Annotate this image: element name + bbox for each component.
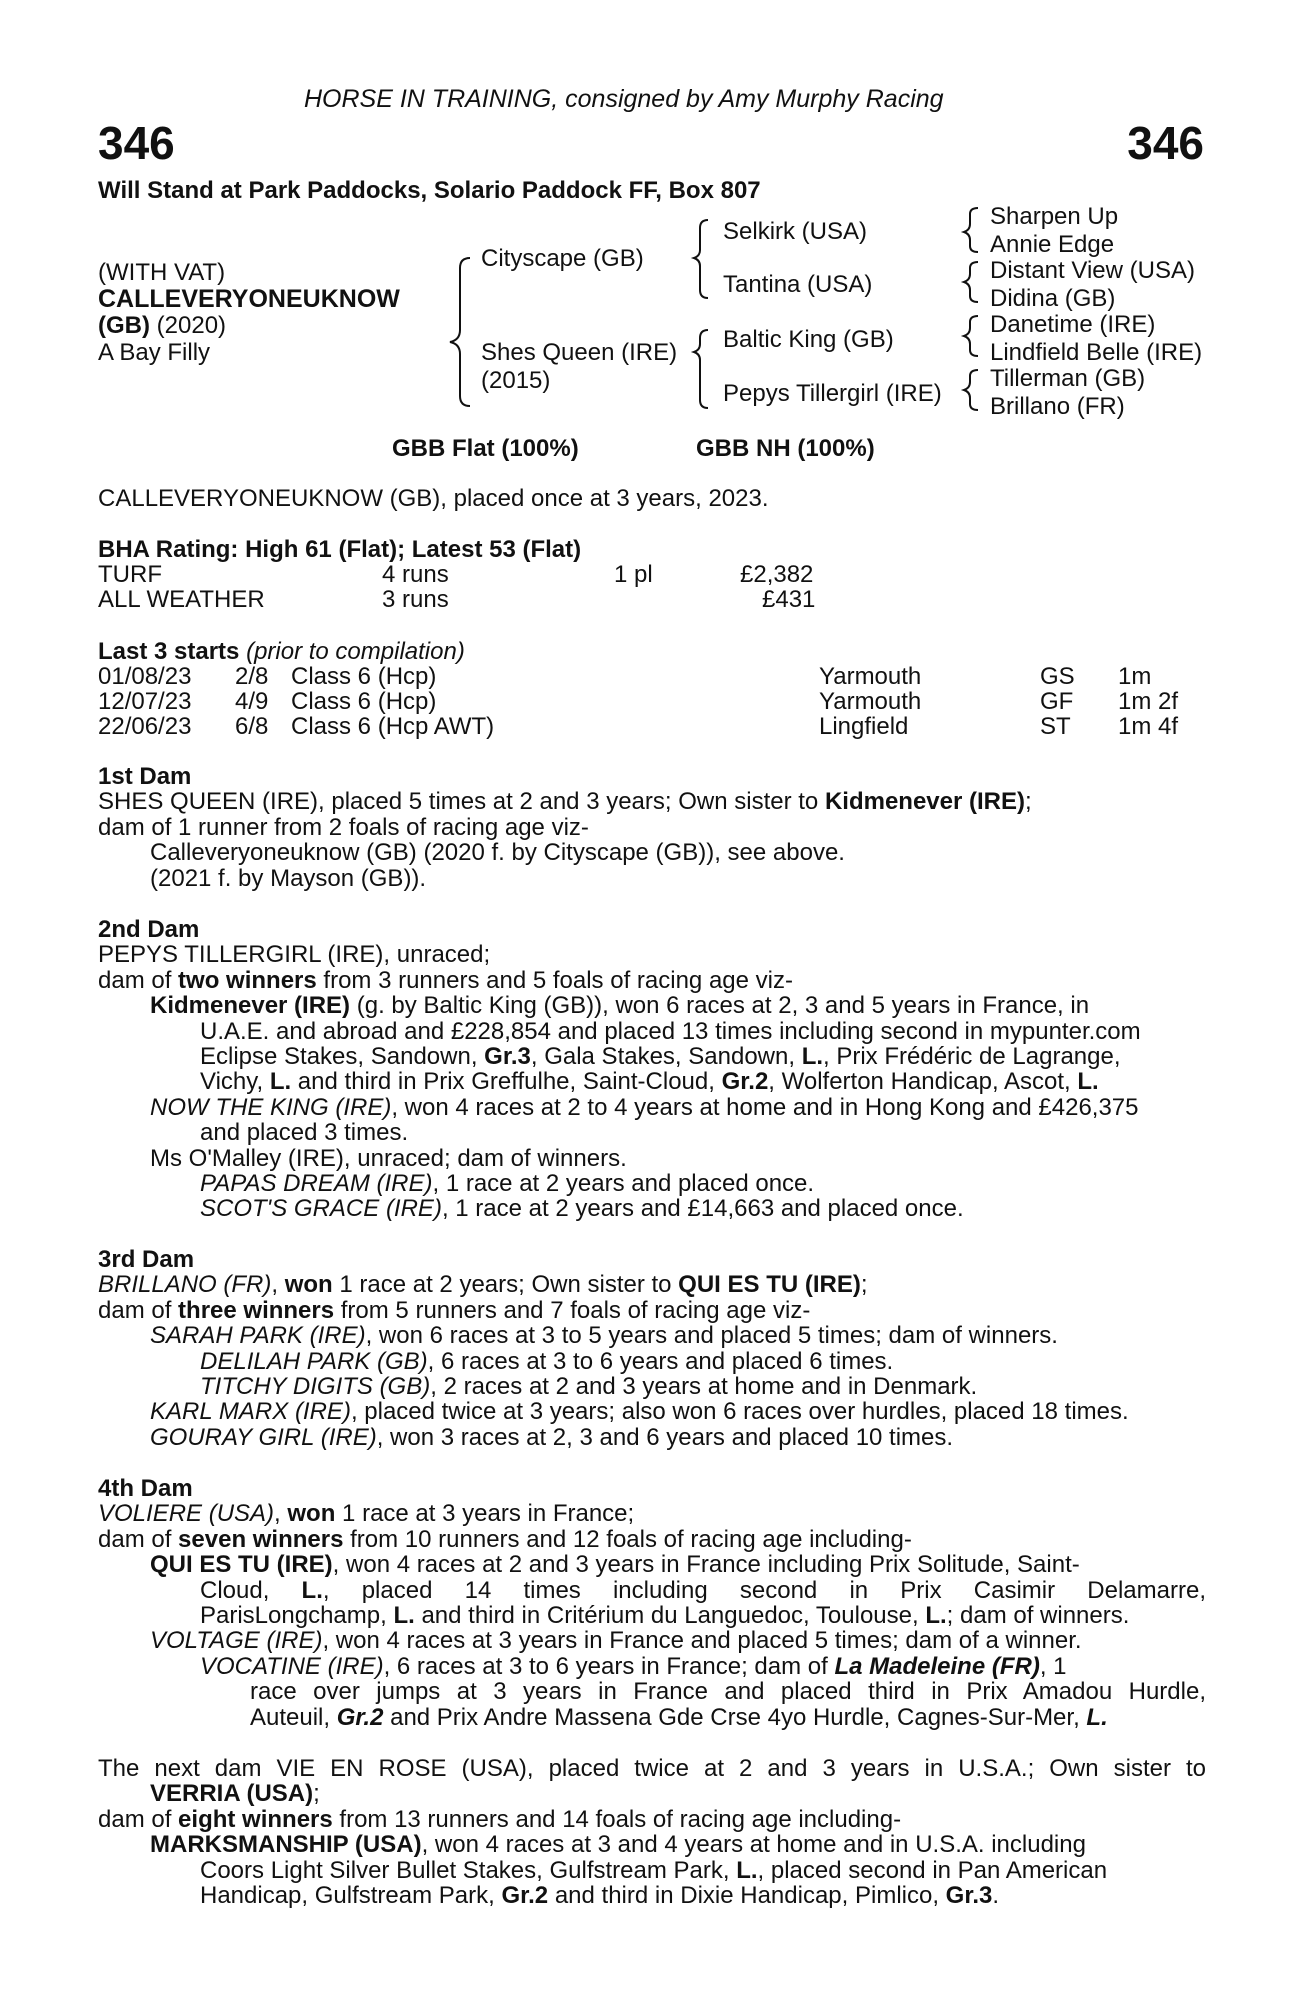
produce-entry-cont: Eclipse Stakes, Sandown, Gr.3, Gala Stakes, Sandown, L., Prix Frédéric de Lagrange, — [200, 1043, 1121, 1071]
pedigree-dam-sire: Baltic King (GB) — [723, 326, 894, 353]
produce-entry-cont: and placed 3 times. — [200, 1119, 409, 1147]
start-distance: 1m — [1118, 663, 1152, 690]
last-starts-heading — [98, 639, 465, 665]
produce-entry: VOLTAGE (IRE), won 4 races at 3 years in France and placed 5 times; dam of a winner. — [150, 1627, 1082, 1655]
produce-entry-cont: Coors Light Silver Bullet Stakes, Gulfstream Park, L., placed second in Pan American — [200, 1856, 1108, 1884]
start-race: Class 6 (Hcp) — [291, 663, 437, 690]
second-dam-line: PEPYS TILLERGIRL (IRE), unraced; — [98, 941, 491, 969]
next-dam-sister: VERRIA (USA); — [150, 1780, 320, 1808]
fourth-dam-produce-intro: dam of seven winners from 10 runners and 12 foals of racing age including- — [98, 1525, 912, 1553]
pedigree-dam-year: (2015) — [481, 367, 551, 394]
consignor-line: HORSE IN TRAINING, consigned by Amy Murphy Racing — [304, 85, 944, 113]
third-dam-section — [98, 1247, 1129, 1450]
first-dam-produce-intro: dam of 1 runner from 2 foals of racing age viz- — [98, 813, 589, 841]
pedigree-dam: Shes Queen (IRE) — [481, 339, 678, 366]
produce-entry-cont: race over jumps at 3 years in France and placed third in Prix Amadou Hurdle, — [250, 1678, 1206, 1706]
start-course: Lingfield — [819, 713, 909, 740]
pedigree-sire-dam: Tantina (USA) — [723, 271, 873, 298]
race-summary: CALLEVERYONEUKNOW (GB), placed once at 3 years, 2023. — [98, 485, 769, 512]
pedigree-dam-dam: Pepys Tillergirl (IRE) — [723, 380, 942, 407]
fourth-dam-section — [98, 1476, 1206, 1730]
location-line: Will Stand at Park Paddocks, Solario Paddock FF, Box 807 — [98, 177, 761, 204]
second-dam-section — [98, 917, 1141, 1222]
start-pos: 6/8 — [235, 713, 269, 740]
pedigree-sire-sire: Selkirk (USA) — [723, 218, 868, 245]
third-dam-line: BRILLANO (FR), won 1 race at 2 years; Own sister to QUI ES TU (IRE); — [98, 1271, 868, 1299]
start-date: 12/07/23 — [98, 688, 192, 715]
produce-entry-cont: ParisLongchamp, L. and third in Critérium du Languedoc, Toulouse, L.; dam of winners. — [200, 1602, 1130, 1630]
start-course: Yarmouth — [819, 663, 922, 690]
pedigree-g3-4: Didina (GB) — [990, 285, 1116, 312]
produce-entry: Ms O'Malley (IRE), unraced; dam of winners. — [150, 1144, 627, 1172]
record-turf-placed: 1 pl — [614, 561, 653, 588]
start-course: Yarmouth — [819, 688, 922, 715]
record-aw-surface: ALL WEATHER — [98, 586, 265, 613]
start-going: ST — [1040, 713, 1071, 740]
last-starts-title: Last 3 starts — [98, 638, 240, 665]
start-date: 22/06/23 — [98, 713, 192, 740]
produce-entry: SCOT'S GRACE (IRE), 1 race at 2 years and £14,663 and placed once. — [200, 1195, 964, 1223]
produce-entry-cont: U.A.E. and abroad and £228,854 and placed 13 times including second in mypunter.com — [200, 1017, 1141, 1045]
produce-entry-cont: Vichy, L. and third in Prix Greffulhe, Saint-Cloud, Gr.2, Wolferton Handicap, Ascot, L. — [200, 1068, 1099, 1096]
pedigree-g3-7: Tillerman (GB) — [990, 365, 1146, 392]
horse-year: (2020) — [156, 312, 227, 339]
horse-name: CALLEVERYONEUKNOW — [98, 285, 400, 313]
bha-rating: BHA Rating: High 61 (Flat); Latest 53 (Flat) — [98, 536, 582, 563]
last-starts-note: (prior to compilation) — [246, 638, 465, 665]
section-title: 4th Dam — [98, 1475, 193, 1502]
horse-description: A Bay Filly — [98, 339, 211, 366]
produce-entry-cont: Cloud, L., placed 14 times including second in Prix Casimir Delamarre, — [200, 1576, 1206, 1604]
pedigree-g3-5: Danetime (IRE) — [990, 311, 1156, 338]
lot-number-left: 346 — [98, 117, 175, 169]
produce-entry-cont: Auteuil, Gr.2 and Prix Andre Massena Gde Crse 4yo Hurdle, Cagnes-Sur-Mer, L. — [250, 1703, 1108, 1731]
start-race: Class 6 (Hcp AWT) — [291, 713, 495, 740]
gbb-nh: GBB NH (100%) — [696, 435, 875, 462]
pedigree-sire: Cityscape (GB) — [481, 245, 644, 272]
start-pos: 2/8 — [235, 663, 269, 690]
gbb-flat: GBB Flat (100%) — [392, 435, 579, 462]
vat-label: (WITH VAT) — [98, 259, 226, 286]
pedigree-g3-3: Distant View (USA) — [990, 257, 1195, 284]
first-dam-line: SHES QUEEN (IRE), placed 5 times at 2 and 3 years; Own sister to Kidmenever (IRE); — [98, 788, 1032, 816]
pedigree-g3-2: Annie Edge — [990, 231, 1115, 258]
first-dam-section — [98, 764, 1032, 891]
start-distance: 1m 2f — [1118, 688, 1179, 715]
record-turf-runs: 4 runs — [382, 561, 449, 588]
start-going: GF — [1040, 688, 1074, 715]
produce-entry: PAPAS DREAM (IRE), 1 race at 2 years and placed once. — [200, 1170, 815, 1198]
next-dam-section — [98, 1756, 1206, 1908]
fourth-dam-line: VOLIERE (USA), won 1 race at 3 years in France; — [98, 1500, 635, 1528]
produce-entry-cont: Handicap, Gulfstream Park, Gr.2 and third in Dixie Handicap, Pimlico, Gr.3. — [200, 1882, 1000, 1910]
start-distance: 1m 4f — [1118, 713, 1179, 740]
next-dam-produce-intro: dam of eight winners from 13 runners and 14 foals of racing age including- — [98, 1805, 902, 1833]
produce-entry: VOCATINE (IRE), 6 races at 3 to 6 years in France; dam of La Madeleine (FR), 1 — [200, 1652, 1067, 1680]
second-dam-produce-intro: dam of two winners from 3 runners and 5 foals of racing age viz- — [98, 966, 793, 994]
produce-entry: (2021 f. by Mayson (GB)). — [150, 864, 427, 892]
produce-entry: Kidmenever (IRE) (g. by Baltic King (GB)), won 6 races at 2, 3 and 5 years in France, in — [150, 992, 1090, 1020]
produce-entry: DELILAH PARK (GB), 6 races at 3 to 6 years and placed 6 times. — [200, 1347, 894, 1375]
section-title: 2nd Dam — [98, 916, 200, 943]
third-dam-produce-intro: dam of three winners from 5 runners and 7 foals of racing age viz- — [98, 1296, 811, 1324]
produce-entry: NOW THE KING (IRE), won 4 races at 2 to 4 years at home and in Hong Kong and £426,375 — [150, 1093, 1139, 1121]
record-turf-surface: TURF — [98, 561, 162, 588]
produce-entry: TITCHY DIGITS (GB), 2 races at 2 and 3 years at home and in Denmark. — [200, 1373, 978, 1401]
start-pos: 4/9 — [235, 688, 269, 715]
start-going: GS — [1040, 663, 1075, 690]
lot-number-right: 346 — [1127, 117, 1204, 169]
record-turf-prize: £2,382 — [740, 561, 814, 588]
produce-entry: KARL MARX (IRE), placed twice at 3 years; also won 6 races over hurdles, placed 18 times. — [150, 1398, 1129, 1426]
pedigree-g3-1: Sharpen Up — [990, 203, 1119, 230]
start-race: Class 6 (Hcp) — [291, 688, 437, 715]
section-title: 3rd Dam — [98, 1246, 195, 1273]
produce-entry: QUI ES TU (IRE), won 4 races at 2 and 3 years in France including Prix Solitude, Saint- — [150, 1551, 1080, 1579]
produce-entry: Calleveryoneuknow (GB) (2020 f. by Cityscape (GB)), see above. — [150, 839, 845, 867]
start-date: 01/08/23 — [98, 663, 192, 690]
record-aw-prize: £431 — [762, 586, 816, 613]
produce-entry: SARAH PARK (IRE), won 6 races at 3 to 5 years and placed 5 times; dam of winners. — [150, 1322, 1058, 1350]
produce-entry: GOURAY GIRL (IRE), won 3 races at 2, 3 and 6 years and placed 10 times. — [150, 1423, 954, 1451]
horse-country: (GB) — [98, 312, 150, 339]
next-dam-line: The next dam VIE EN ROSE (USA), placed twice at 2 and 3 years in U.S.A.; Own sister to — [98, 1755, 1206, 1782]
produce-entry: MARKSMANSHIP (USA), won 4 races at 3 and 4 years at home and in U.S.A. including — [150, 1831, 1086, 1859]
pedigree-g3-8: Brillano (FR) — [990, 393, 1125, 420]
pedigree-g3-6: Lindfield Belle (IRE) — [990, 339, 1203, 366]
record-aw-runs: 3 runs — [382, 586, 449, 613]
section-title: 1st Dam — [98, 763, 192, 790]
